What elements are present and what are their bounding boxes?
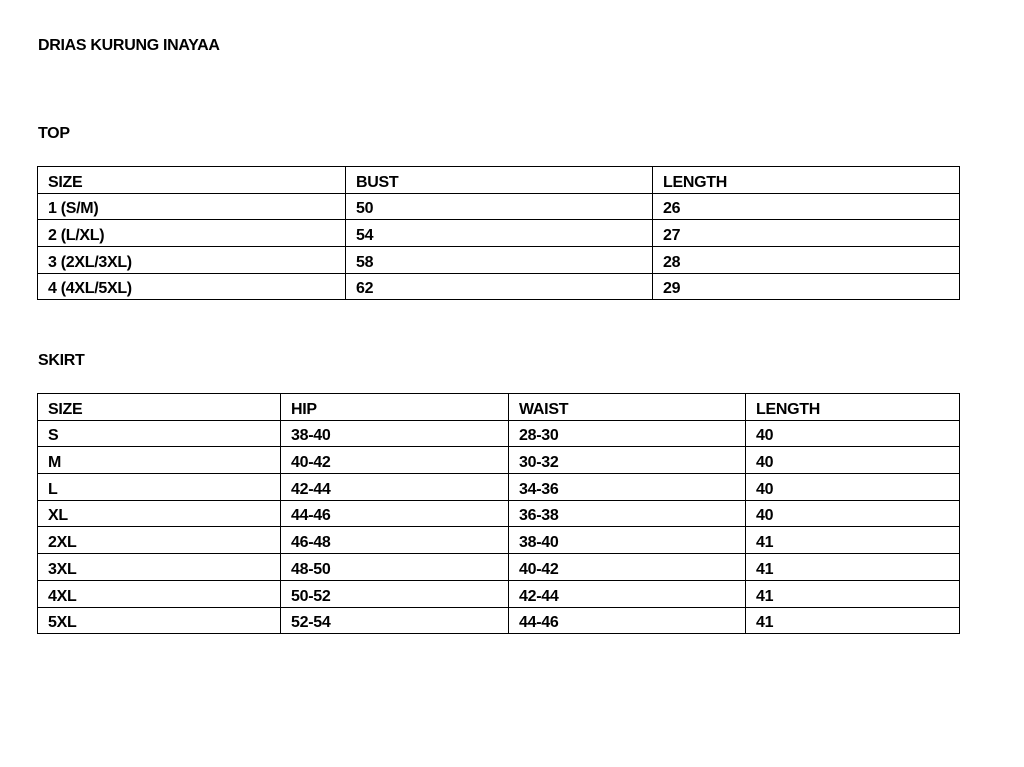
cell-bust: 50 (346, 193, 653, 220)
cell-size: 4XL (38, 580, 281, 607)
cell-hip: 48-50 (281, 554, 509, 581)
table-row (38, 607, 960, 634)
cell-bust: 54 (346, 220, 653, 247)
cell-bust: 58 (346, 247, 653, 274)
cell-size: 2XL (38, 527, 281, 554)
cell-length: 41 (746, 580, 960, 607)
cell-waist: 44-46 (509, 607, 746, 634)
header-cell-waist: WAIST (509, 394, 746, 421)
table-row (38, 273, 960, 300)
cell-waist: 40-42 (509, 554, 746, 581)
table-row (38, 220, 960, 247)
cell-length: 27 (653, 220, 960, 247)
cell-length: 41 (746, 554, 960, 581)
cell-length: 40 (746, 447, 960, 474)
cell-size: S (38, 420, 281, 447)
table-row (38, 193, 960, 220)
cell-hip: 38-40 (281, 420, 509, 447)
header-cell-size: SIZE (38, 167, 346, 194)
table-row (38, 580, 960, 607)
cell-size: 3 (2XL/3XL) (38, 247, 346, 274)
table-header-row (38, 167, 960, 194)
cell-size: 5XL (38, 607, 281, 634)
cell-length: 40 (746, 474, 960, 501)
cell-length: 28 (653, 247, 960, 274)
skirt-size-table (37, 393, 960, 634)
cell-hip: 40-42 (281, 447, 509, 474)
cell-length: 41 (746, 527, 960, 554)
cell-waist: 42-44 (509, 580, 746, 607)
cell-length: 40 (746, 420, 960, 447)
cell-waist: 30-32 (509, 447, 746, 474)
cell-size: L (38, 474, 281, 501)
header-cell-bust: BUST (346, 167, 653, 194)
cell-waist: 34-36 (509, 474, 746, 501)
cell-waist: 38-40 (509, 527, 746, 554)
cell-length: 40 (746, 500, 960, 527)
cell-length: 26 (653, 193, 960, 220)
table-row (38, 447, 960, 474)
table-header-row (38, 394, 960, 421)
cell-hip: 44-46 (281, 500, 509, 527)
header-cell-size: SIZE (38, 394, 281, 421)
cell-size: 3XL (38, 554, 281, 581)
top-section-heading: TOP (38, 125, 70, 142)
cell-hip: 42-44 (281, 474, 509, 501)
cell-length: 29 (653, 273, 960, 300)
table-row (38, 554, 960, 581)
cell-size: 1 (S/M) (38, 193, 346, 220)
cell-waist: 36-38 (509, 500, 746, 527)
table-row (38, 474, 960, 501)
header-cell-hip: HIP (281, 394, 509, 421)
cell-size: 2 (L/XL) (38, 220, 346, 247)
cell-size: M (38, 447, 281, 474)
document-title: DRIAS KURUNG INAYAA (38, 37, 220, 54)
skirt-section-heading: SKIRT (38, 352, 85, 369)
cell-size: 4 (4XL/5XL) (38, 273, 346, 300)
header-cell-length: LENGTH (653, 167, 960, 194)
header-cell-length: LENGTH (746, 394, 960, 421)
cell-hip: 50-52 (281, 580, 509, 607)
table-row (38, 420, 960, 447)
top-size-table (37, 166, 960, 300)
cell-length: 41 (746, 607, 960, 634)
table-row (38, 500, 960, 527)
cell-waist: 28-30 (509, 420, 746, 447)
table-row (38, 527, 960, 554)
table-row (38, 247, 960, 274)
cell-hip: 52-54 (281, 607, 509, 634)
cell-bust: 62 (346, 273, 653, 300)
cell-size: XL (38, 500, 281, 527)
cell-hip: 46-48 (281, 527, 509, 554)
